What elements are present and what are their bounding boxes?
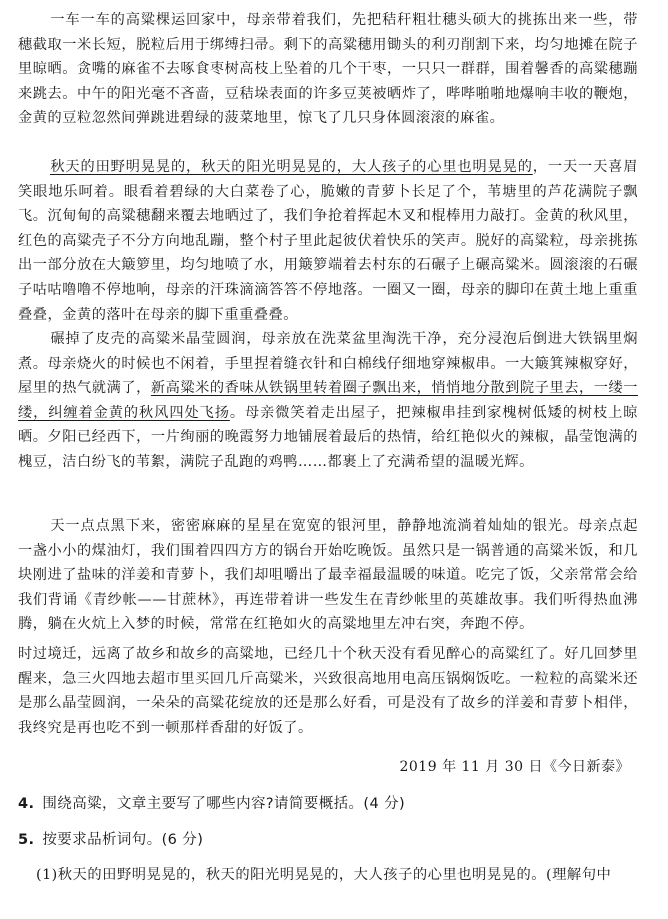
question-4-number: 4. (18, 796, 35, 812)
essay-paragraph-2-text: ，一天一天喜眉笑眼地乐呵着。眼看着碧绿的大白菜卷了心，脆嫩的青萝卜长足了个，苇塘里的芦花满院子飘飞。沉甸甸的高粱穗翻来覆去地晒过了，我们争抢着挥起木叉和棍棒用力敲打。金黄的秋风里，红色的高粱壳子不分方向地乱蹦，整个村子里此起彼伏着快乐的笑声。脱好的高粱粒，母亲挑拣出一部分放在大簸箩里，均匀地喷了水，用簸箩端着去村东的石碾子上碾高粱米。圆滚滚的石碾子咕咕噜噜不停地响，母亲的汗珠滴滴答答不停地落。一圈又一圈，母亲的脚印在黄土地上重重叠叠，金黄的落叶在母亲的脚下重重叠叠。 (18, 159, 638, 323)
essay-paragraph-3-text-b: 。母亲微笑着走出屋子，把辣椒串挂到家槐树低矮的树枝上晾晒。夕阳已经西下，一片绚丽的晚霞努力地铺展着最后的热情，给红艳似火的辣椒，晶莹饱满的槐豆，洁白纷飞的苇絮，满院子乱跑的鸡鸭……都裹上了充满希望的温暖光辉。 (18, 404, 638, 470)
question-5-text: 按要求品析词句。(6 分) (42, 832, 204, 848)
question-5-subquestion-1: (1)秋天的田野明晃晃的，秋天的阳光明晃晃的，大人孩子的心里也明晃晃的。(理解句中 (36, 867, 612, 883)
essay-paragraph-1-text: 一车一车的高粱棵运回家中，母亲带着我们，先把秸秆粗壮穗头硕大的挑拣出来一些，带穗截取一米长短，脱粒后用于绑缚扫帚。剩下的高粱穗用锄头的利刃削割下来，均匀地摊在院子里晾晒。贪嘴的麻雀不去啄食枣树高枝上坠着的几个干枣，一只只一群群，围着馨香的高粱穗蹦来跳去。中午的阳光毫不吝啬，豆秸垛表面的许多豆荚被晒炸了，哔哔啪啪地爆响丰收的鞭炮，金黄的豆粒忽然间弹跳进碧绿的菠菜地里，惊飞了几只身体圆滚滚的麻雀。 (18, 12, 638, 127)
essay-paragraph-5 (18, 642, 638, 740)
question-5 (18, 828, 203, 849)
essay-paragraph-4 (18, 514, 638, 637)
essay-paragraph-3 (18, 327, 638, 475)
essay-paragraph-3-text-a: 碾掉了皮壳的高粱米晶莹圆润，母亲放在洗菜盆里淘洗干净，充分浸泡后倒进大铁锅里焖煮。母亲烧火的时候也不闲着，手里捏着缝衣针和白棉线仔细地穿辣椒串。一大簸箕辣椒穿好，屋里的热气就满了， (18, 331, 638, 397)
essay-paragraph-4-text: 天一点点黑下来，密密麻麻的星星在宽宽的银河里，静静地流淌着灿灿的银光。母亲点起一盏小小的煤油灯，我们围着四四方方的锅台开始吃晚饭。虽然只是一锅普通的高粱米饭，和几块刚进了盐味的洋姜和青萝卜，我们却咀嚼出了最幸福最温暖的味道。吃完了饭，父亲常常会给我们背诵《青纱帐——甘蔗林》，再连带着讲一些发生在青纱帐里的英雄故事。我们听得热血沸腾，躺在火炕上入梦的时候，常常在红艳如火的高粱地里左冲右突，奔跑不停。 (18, 518, 638, 633)
underlined-sentence-aroma: 新高粱米的香味从铁锅里转着圈子飘出来，悄悄地分散到院子里去，一缕一缕，纠缠着金黄的秋风四处飞扬 (18, 380, 639, 421)
essay-source: 2019 年 11 月 30 日《今日新泰》 (399, 759, 630, 775)
essay-paragraph-5-text: 时过境迁，远离了故乡和故乡的高粱地，已经几十个秋天没有看见醉心的高粱红了。好几回梦里醒来，急三火四地去超市里买回几斤高粱米，兴致很高地用电高压锅焖饭吃。一粒粒的高粱米还是那么晶莹圆润，一朵朵的高粱花绽放的还是那么好看，可是没有了故乡的洋姜和青萝卜相伴，我终究是再也吃不到一顿那样香甜的好饭了。 (18, 646, 638, 736)
essay-paragraph-1 (18, 8, 638, 131)
underlined-sentence-autumn: 秋天的田野明晃晃的，秋天的阳光明晃晃的，大人孩子的心里也明晃晃的 (50, 159, 533, 175)
essay-paragraph-2 (18, 155, 638, 327)
question-5-number: 5. (18, 832, 35, 848)
question-4-text: 围绕高粱，文章主要写了哪些内容?请简要概括。(4 分) (42, 796, 406, 812)
question-4 (18, 792, 405, 813)
